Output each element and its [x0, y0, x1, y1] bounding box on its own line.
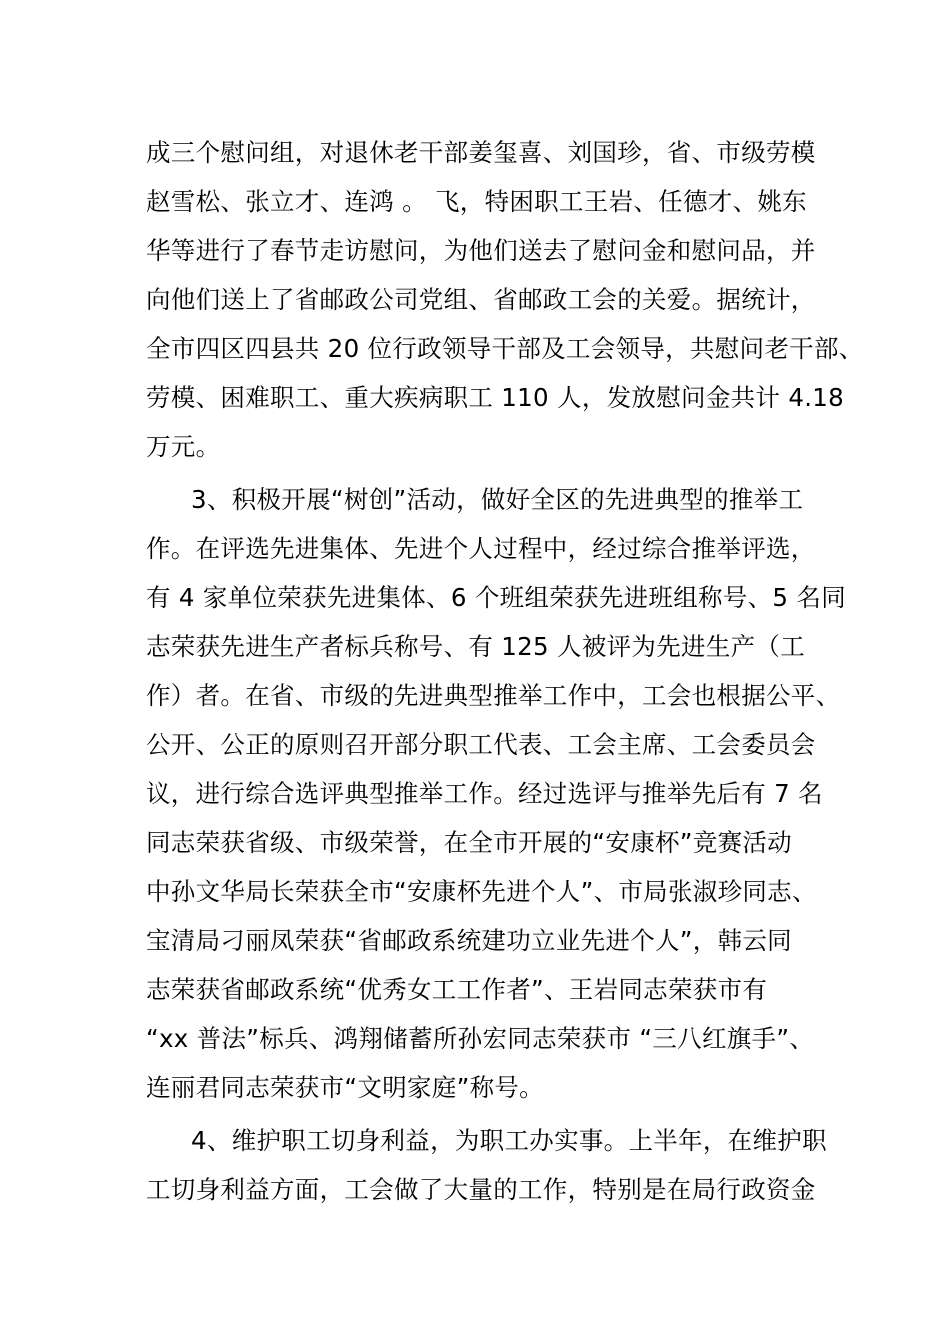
text-line: 中孙文华局长荣获全市“安康杯先进个人”、市局张淑珍同志、 — [146, 877, 817, 906]
text-line: 作。在评选先进集体、先进个人过程中，经过综合推举评选， — [146, 534, 816, 563]
text-line: 议，进行综合选评典型推举工作。经过选评与推举先后有 7 名 — [146, 779, 823, 808]
text-line: 全市四区四县共 20 位行政领导干部及工会领导，共慰问老干部、 — [146, 334, 864, 363]
text-line: 志荣获先进生产者标兵称号、有 125 人被评为先进生产（工 — [146, 632, 806, 661]
text-line: 向他们送上了省邮政公司党组、省邮政工会的关爱。据统计， — [146, 285, 816, 314]
text-line: 宝清局刁丽凤荣获“省邮政系统建功立业先进个人”，韩云同 — [146, 926, 792, 955]
text-line: 同志荣获省级、市级荣誉，在全市开展的“安康杯”竞赛活动 — [146, 828, 792, 857]
text-line: 连丽君同志荣获市“文明家庭”称号。 — [146, 1073, 544, 1102]
text-line: 有 4 家单位荣获先进集体、6 个班组荣获先进班组称号、5 名同 — [146, 583, 847, 612]
text-line: 赵雪松、张立才、连鸿 。 飞，特困职工王岩、任德才、姚东 — [146, 187, 807, 216]
text-line: 成三个慰问组，对退休老干部姜玺喜、刘国珍，省、市级劳模 — [146, 138, 816, 167]
text-line: 志荣获省邮政系统“优秀女工工作者”、王岩同志荣获市有 — [146, 975, 768, 1004]
text-line: 华等进行了春节走访慰问，为他们送去了慰问金和慰问品，并 — [146, 236, 816, 265]
text-line: 工切身利益方面，工会做了大量的工作，特别是在局行政资金 — [146, 1175, 816, 1204]
text-line: 公开、公正的原则召开部分职工代表、工会主席、工会委员会 — [146, 730, 816, 759]
text-line: 作）者。在省、市级的先进典型推举工作中，工会也根据公平、 — [146, 681, 841, 710]
paragraph-start-line: 4、维护职工切身利益，为职工办实事。上半年，在维护职 — [191, 1126, 827, 1155]
paragraph-start-line: 3、积极开展“树创”活动，做好全区的先进典型的推举工 — [191, 485, 804, 514]
text-line: “xx 普法”标兵、鸿翔储蓄所孙宏同志荣获市 “三八红旗手”、 — [146, 1024, 815, 1053]
text-line: 万元。 — [146, 432, 221, 461]
text-line: 劳模、困难职工、重大疾病职工 110 人，发放慰问金共计 4.18 — [146, 383, 845, 412]
